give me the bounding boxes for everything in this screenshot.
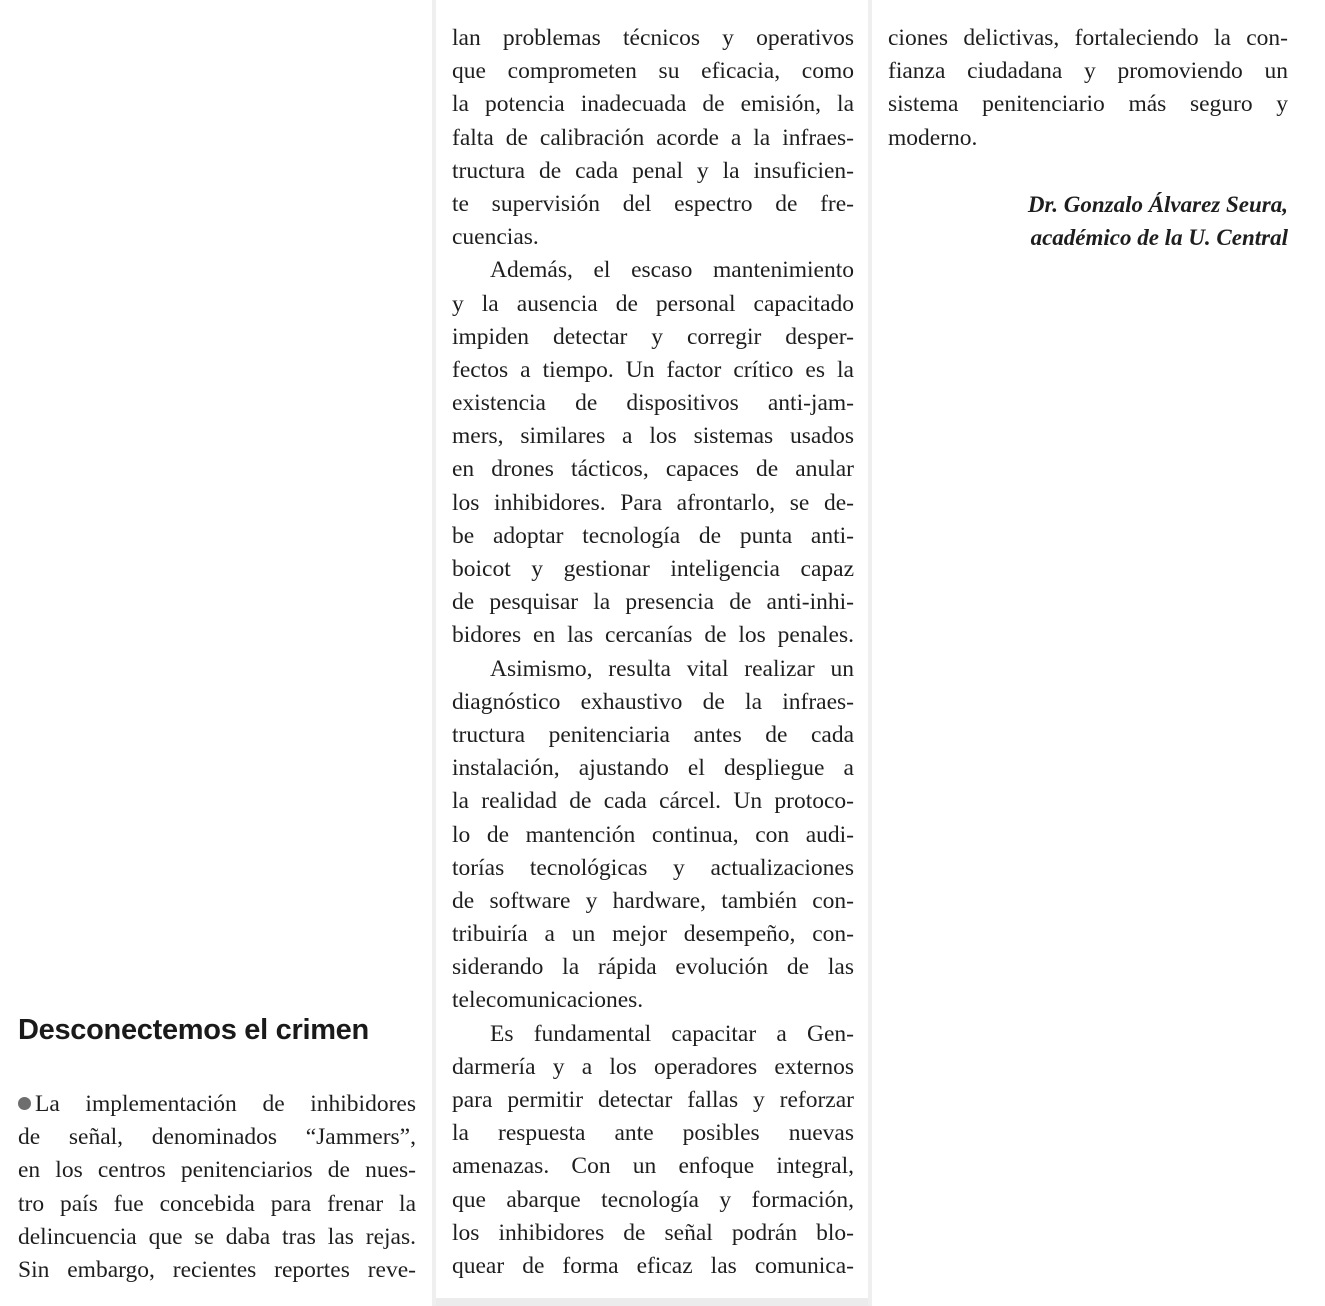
bullet-icon bbox=[18, 1097, 31, 1110]
article-column-3 bbox=[888, 22, 1288, 155]
column-rule-right bbox=[868, 0, 872, 1306]
text-line: lan problemas técnicos y operativos bbox=[452, 25, 854, 51]
text-line: amenazas. Con un enfoque integral, bbox=[452, 1153, 854, 1180]
text-line: sistema penitenciario más seguro y bbox=[888, 91, 1288, 118]
text-line: de software y hardware, también con- bbox=[452, 887, 854, 914]
text-line: fectos a tiempo. Un factor crítico es la bbox=[452, 356, 854, 383]
text-line: falta de calibración acorde a la infraes- bbox=[452, 124, 854, 151]
text-line: darmería y a los operadores externos bbox=[452, 1053, 854, 1080]
text-line: La implementación de inhibidores bbox=[18, 1088, 416, 1121]
text-line: quear de forma eficaz las comunica- bbox=[452, 1252, 854, 1279]
bottom-rule bbox=[436, 1298, 868, 1306]
text-line: Sin embargo, recientes reportes reve- bbox=[18, 1256, 416, 1283]
author-title: académico de la U. Central bbox=[1030, 225, 1288, 250]
text-line: delincuencia que se daba tras las rejas. bbox=[18, 1223, 416, 1250]
text-line: de señal, denominados “Jammers”, bbox=[18, 1124, 416, 1151]
text-line: fianza ciudadana y promoviendo un bbox=[888, 58, 1288, 85]
text-line: los inhibidores de señal podrán blo- bbox=[452, 1219, 854, 1246]
article-column-2 bbox=[452, 22, 854, 1283]
text-line: torías tecnológicas y actualizaciones bbox=[452, 854, 854, 881]
text-line: instalación, ajustando el despliegue a bbox=[452, 755, 854, 782]
text-line: tructura penitenciaria antes de cada bbox=[452, 721, 854, 748]
paragraph-end-line: cuencias. bbox=[452, 224, 539, 251]
paragraph-end-line: telecomunicaciones. bbox=[452, 987, 644, 1014]
author-signature bbox=[888, 188, 1288, 254]
text-line: la potencia inadecuada de emisión, la bbox=[452, 91, 854, 118]
text-line: y la ausencia de personal capacitado bbox=[452, 290, 854, 317]
text-line: boicot y gestionar inteligencia capaz bbox=[452, 556, 854, 582]
text-line: impiden detectar y corregir desper- bbox=[452, 323, 854, 350]
text-line: para permitir detectar fallas y reforzar bbox=[452, 1087, 854, 1113]
paragraph-start-line: Además, el escaso mantenimiento bbox=[490, 257, 854, 284]
text-line: que abarque tecnología y formación, bbox=[452, 1186, 854, 1213]
text-line: te supervisión del espectro de fre- bbox=[452, 190, 854, 217]
paragraph-start-line: Asimismo, resulta vital realizar un bbox=[490, 655, 854, 682]
text-line: existencia de dispositivos anti-jam- bbox=[452, 390, 854, 417]
paragraph-end-line: moderno. bbox=[888, 124, 978, 151]
text-line: ciones delictivas, fortaleciendo la con- bbox=[888, 25, 1288, 51]
text-line: bidores en las cercanías de los penales. bbox=[452, 622, 854, 649]
paragraph-start-line: Es fundamental capacitar a Gen- bbox=[490, 1020, 854, 1047]
column-rule-left bbox=[432, 0, 436, 1306]
text-line: lo de mantención continua, con audi- bbox=[452, 821, 854, 848]
text-line: be adoptar tecnología de punta anti- bbox=[452, 522, 854, 549]
text-line: tro país fue concebida para frenar la bbox=[18, 1190, 416, 1217]
text-line: tribuiría a un mejor desempeño, con- bbox=[452, 921, 854, 948]
text-line: diagnóstico exhaustivo de la infraes- bbox=[452, 688, 854, 715]
text-line: la respuesta ante posibles nuevas bbox=[452, 1120, 854, 1147]
text-line: la realidad de cada cárcel. Un protoco- bbox=[452, 788, 854, 815]
text-line: en los centros penitenciarios de nues- bbox=[18, 1157, 416, 1184]
author-name: Dr. Gonzalo Álvarez Seura, bbox=[1027, 192, 1288, 217]
text-line: tructura de cada penal y la insuficien- bbox=[452, 157, 854, 184]
text-line: los inhibidores. Para afrontarlo, se de- bbox=[452, 489, 854, 516]
text-line: de pesquisar la presencia de anti-inhi- bbox=[452, 589, 854, 616]
article-column-1 bbox=[18, 1088, 416, 1287]
text-line: siderando la rápida evolución de las bbox=[452, 954, 854, 981]
text-line: en drones tácticos, capaces de anular bbox=[452, 456, 854, 483]
text-line: mers, similares a los sistemas usados bbox=[452, 423, 854, 450]
article-headline: Desconectemos el crimen bbox=[18, 1014, 369, 1046]
text-line: que comprometen su eficacia, como bbox=[452, 58, 854, 85]
